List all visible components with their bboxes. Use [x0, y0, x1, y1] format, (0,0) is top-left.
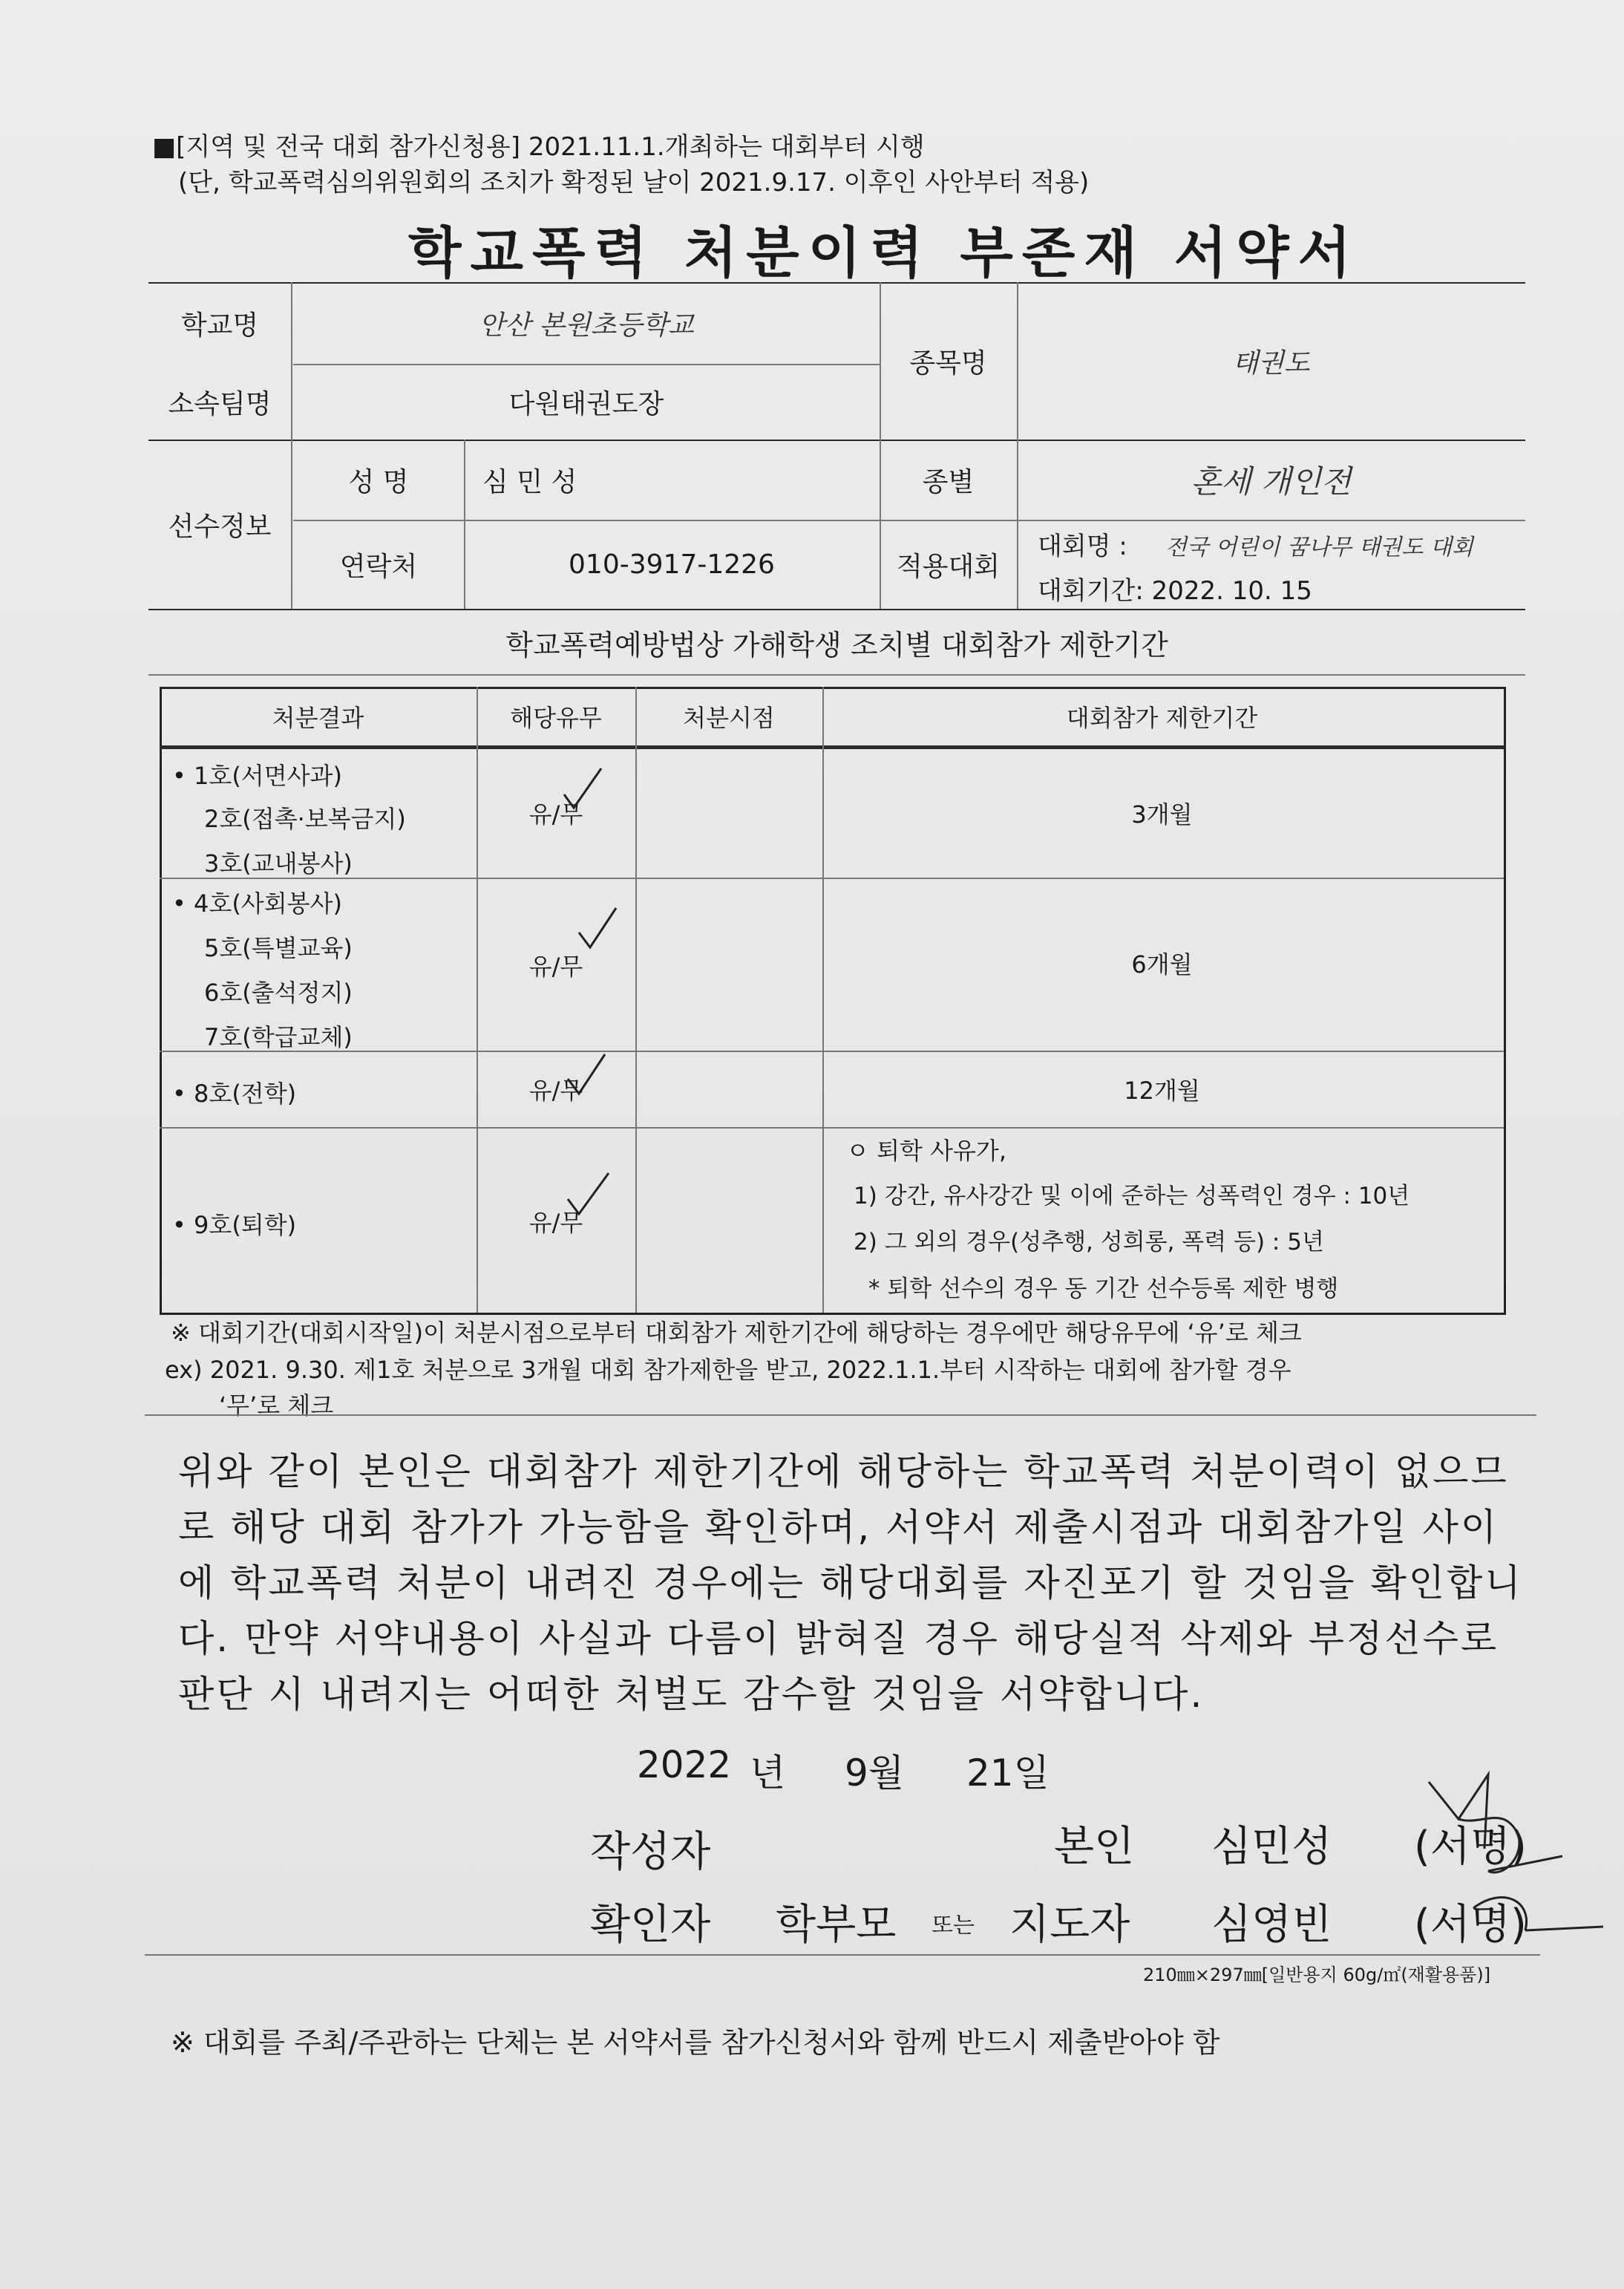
competition-period: 대회기간: 2022. 10. 15 [1038, 576, 1312, 606]
or-label: 또는 [931, 1913, 975, 1939]
writer-label: 작성자 [590, 1828, 711, 1876]
paper-spec: 210㎜×297㎜[일반용지 60g/㎡(재활용품)] [1143, 1965, 1491, 1985]
date-year-unit: 년 [750, 1751, 786, 1795]
footer-notice: ※ 대회를 주최/주관하는 단체는 본 서약서를 참가신청서와 함께 반드시 제출받아야 함 [171, 2026, 1220, 2059]
name-label: 성 명 [348, 466, 409, 497]
note-2-cont: ‘무’로 체크 [219, 1391, 334, 1420]
row3-period: 12개월 [1124, 1077, 1200, 1105]
col-header-period: 대회참가 제한기간 [1066, 703, 1258, 732]
info-table-divider [291, 282, 292, 609]
footer-divider [145, 1954, 1540, 1956]
restriction-table-header-rule [160, 745, 1504, 749]
row4-item: • 9호(퇴학) [172, 1211, 297, 1239]
sign-label-2: (서명) [1414, 1901, 1527, 1949]
row2-period: 6개월 [1131, 950, 1193, 979]
row4-period-line: ㅇ 퇴학 사유가, [846, 1137, 1006, 1165]
signature-scribble [1414, 1760, 1607, 1938]
info-table-bottom-border [148, 609, 1525, 610]
restriction-table-col-divider [822, 687, 824, 1313]
checkmark-icon [564, 1051, 609, 1103]
row1-item: 2호(접촉·보복금지) [204, 805, 406, 833]
confirm-name: 심영빈 [1211, 1901, 1332, 1949]
checkmark-icon [560, 765, 605, 817]
note-1: ※ 대회기간(대회시작일)이 처분시점으로부터 대회참가 제한기간에 해당하는 경우에만 해당유무에 ‘유’로 체크 [171, 1319, 1302, 1347]
section-divider [145, 1414, 1536, 1416]
col-header-result: 처분결과 [272, 703, 364, 732]
school-value: 안산 본원초등학교 [479, 310, 694, 341]
sign-label: (서명) [1414, 1823, 1527, 1871]
restriction-table-row-divider [160, 1051, 1504, 1052]
header-line-1: ■[지역 및 전국 대회 참가신청용] 2021.11.1.개최하는 대회부터 시행 [152, 132, 925, 162]
row2-item: 7호(학급교체) [204, 1023, 353, 1051]
row4-period-line: 1) 강간, 유사강간 및 이에 준하는 성폭력인 경우 : 10년 [854, 1183, 1410, 1209]
sport-label: 종목명 [909, 347, 987, 379]
player-info-label: 선수정보 [168, 511, 272, 542]
col-header-date: 처분시점 [683, 703, 775, 732]
heading-underline [148, 674, 1525, 676]
competition-label: 적용대회 [896, 551, 1001, 582]
col-header-applicable: 해당유무 [510, 703, 602, 732]
team-value: 다원태권도장 [508, 388, 664, 419]
school-label: 학교명 [180, 310, 259, 341]
name-value: 심 민 성 [482, 466, 577, 497]
checkmark-icon [575, 904, 620, 956]
row4-period-line: 2) 그 외의 경우(성추행, 성희롱, 폭력 등) : 5년 [854, 1229, 1324, 1255]
note-2: ex) 2021. 9.30. 제1호 처분으로 3개월 대회 참가제한을 받고, 2022.1.1.부터 시작하는 대회에 참가할 경우 [165, 1356, 1291, 1384]
coach-label: 지도자 [1009, 1901, 1130, 1949]
competition-name-value: 전국 어린이 꿈나무 태권도 대회 [1165, 535, 1473, 561]
row1-yn: 유/무 [528, 800, 583, 829]
restriction-table-frame [160, 687, 1506, 1315]
row1-item: 3호(교내봉사) [204, 849, 353, 878]
row2-yn: 유/무 [528, 953, 583, 981]
row1-item: • 1호(서면사과) [172, 762, 342, 790]
checkmark-icon [564, 1169, 612, 1221]
row3-item: • 8호(전학) [172, 1080, 297, 1108]
row2-item: • 4호(사회봉사) [172, 889, 342, 918]
header-line-2: (단, 학교폭력심의위원회의 조치가 확정된 날이 2021.9.17. 이후인 사안부터 적용) [178, 168, 1090, 197]
date-month: 9월 [845, 1751, 905, 1795]
team-label: 소속팀명 [168, 388, 272, 419]
contact-value: 010-3917-1226 [569, 549, 775, 580]
restriction-table-col-divider [635, 687, 637, 1313]
restriction-table-row-divider [160, 878, 1504, 879]
date-year: 2022 [637, 1743, 732, 1786]
restriction-table-row-divider [160, 1127, 1504, 1129]
date-day: 21일 [966, 1751, 1050, 1795]
row2-item: 5호(특별교육) [204, 934, 353, 962]
row3-yn: 유/무 [528, 1077, 583, 1105]
row2-item: 6호(출석정지) [204, 979, 353, 1007]
event-label: 종별 [922, 466, 975, 497]
competition-name-label: 대회명 : [1038, 532, 1127, 561]
sport-value: 태권도 [1232, 347, 1310, 379]
contact-label: 연락처 [339, 551, 418, 582]
row4-yn: 유/무 [528, 1209, 583, 1237]
confirm-label: 확인자 [590, 1901, 711, 1949]
document-title: 학교폭력 처분이력 부존재 서약서 [408, 221, 1361, 285]
event-value: 혼세 개인전 [1191, 463, 1352, 500]
writer-name: 심민성 [1211, 1823, 1332, 1871]
pledge-text: 위와 같이 본인은 대회참가 제한기간에 해당하는 학교폭력 처분이력이 없으므로 해당 대회 참가가 가능함을 확인하며, 서약서 제출시점과 대회참가일 사이에 학교폭력 처분이 내려진 경우에는 해당대회를 자진포기 할 것임을 확인합니다. 만약 서약내용이 사실과 다름이 밝혀질 경우 해당실적 삭제와 부정선수로 판단 시 내려지는 어떠한 처벌도 감수할 것임을 서약합니다. [178, 1450, 1523, 1716]
restriction-heading: 학교폭력예방법상 가해학생 조치별 대회참가 제한기간 [505, 628, 1168, 662]
row1-period: 3개월 [1131, 800, 1193, 829]
row4-period-line: * 퇴학 선수의 경우 동 기간 선수등록 제한 병행 [868, 1276, 1339, 1302]
parent-label: 학부모 [776, 1901, 897, 1949]
self-label: 본인 [1054, 1823, 1135, 1871]
